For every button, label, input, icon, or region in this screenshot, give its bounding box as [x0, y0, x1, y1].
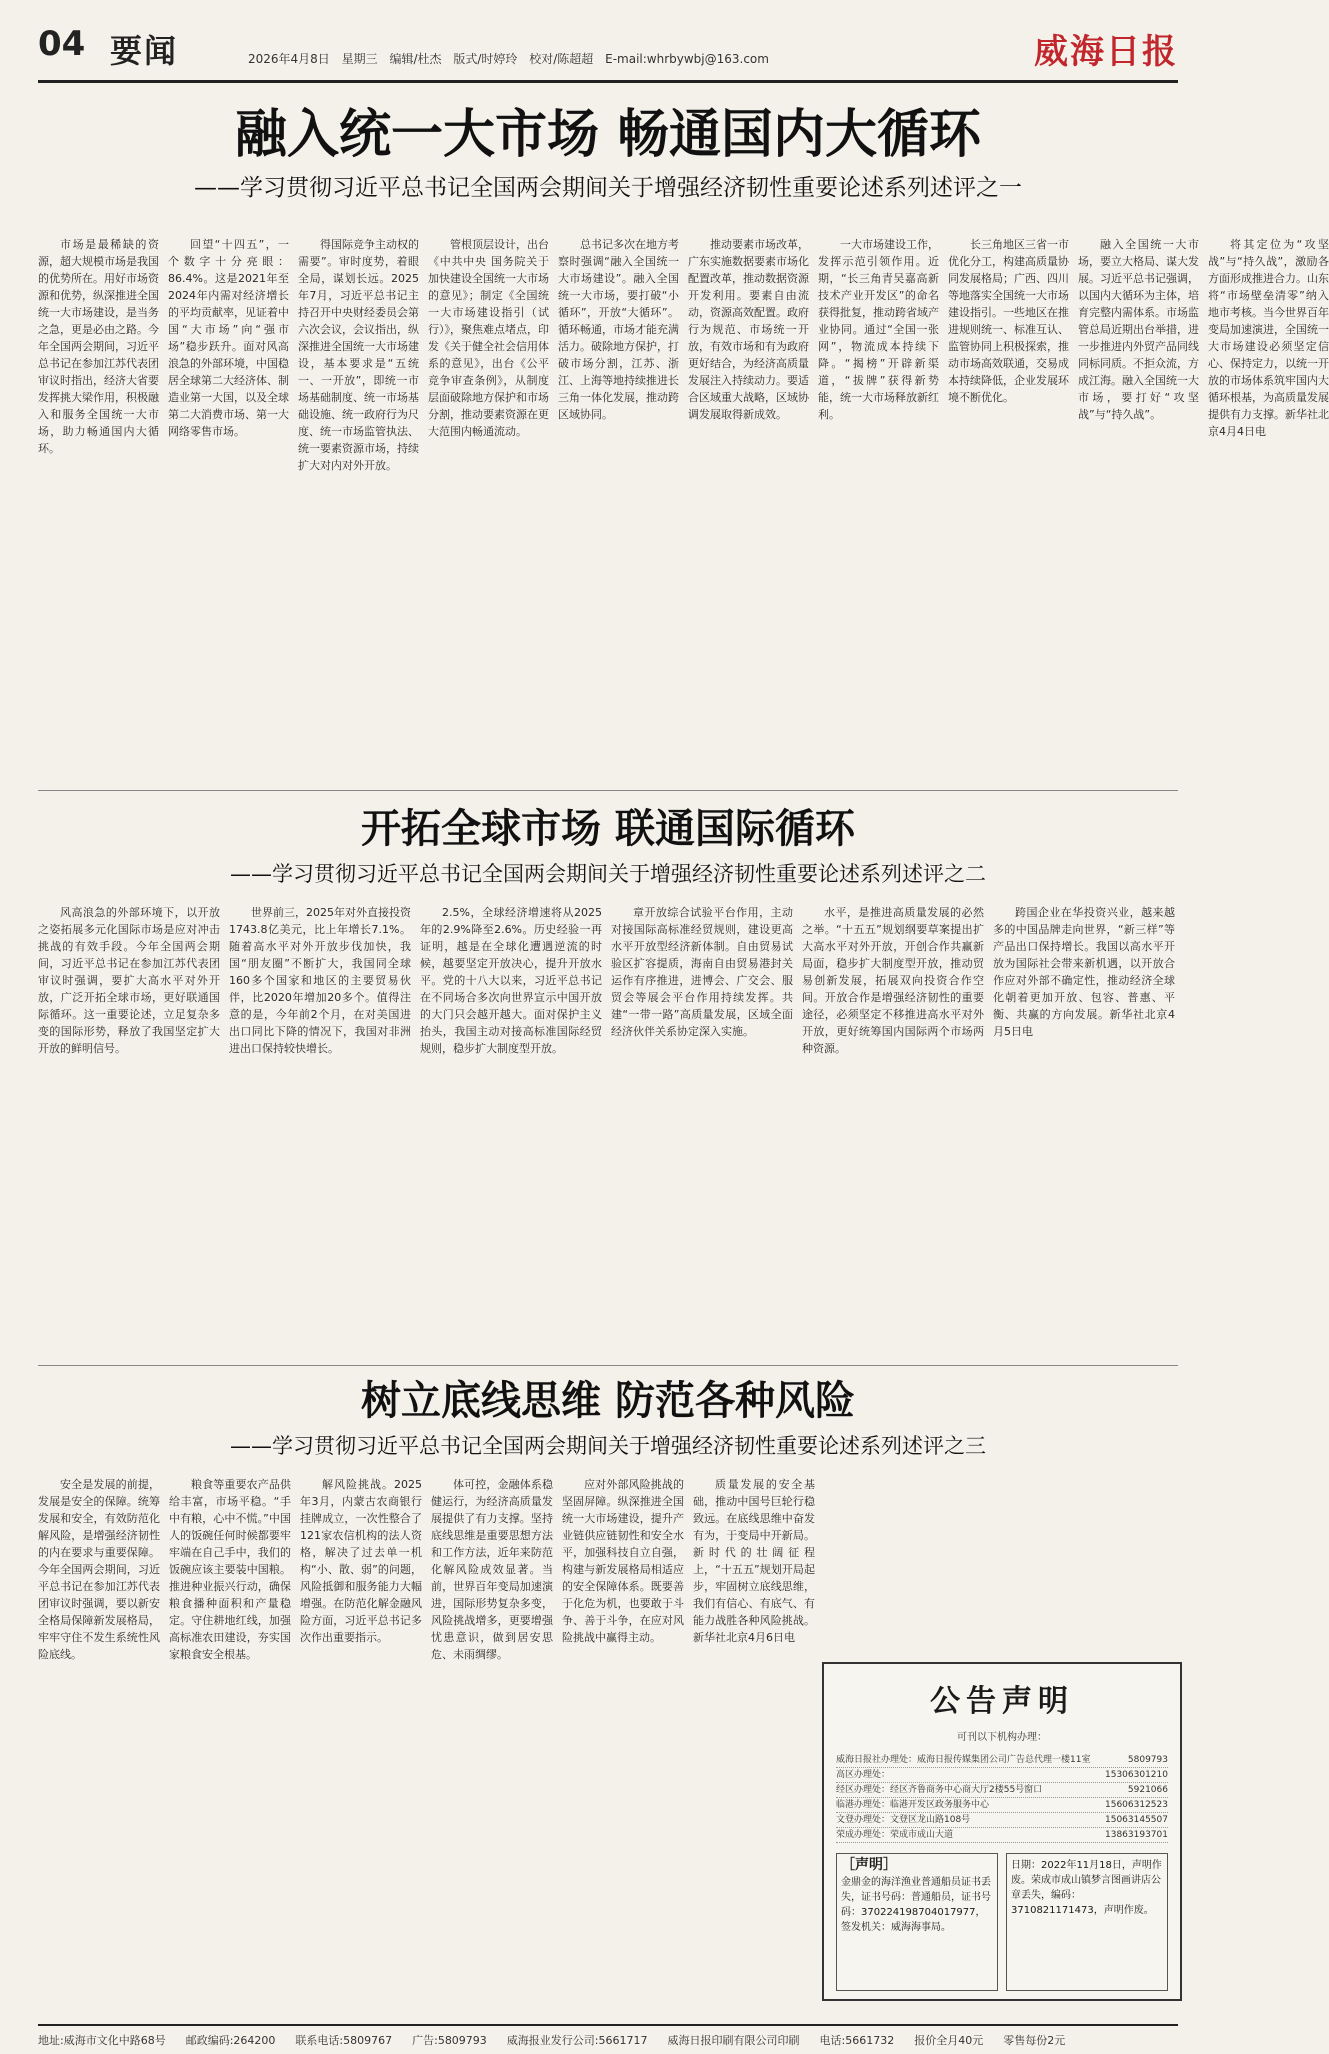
article-2-subhead: ——学习贯彻习近平总书记全国两会期间关于增强经济韧性重要论述系列述评之二	[230, 862, 986, 886]
article-column	[802, 904, 984, 1354]
contact-phone: 13863193701	[1105, 1830, 1168, 1840]
contact-name: 文登办理处：文登区龙山路108号	[836, 1815, 971, 1825]
article-column	[1078, 236, 1199, 756]
contact-row	[836, 1753, 1168, 1768]
notice-title: 公告声明	[930, 1684, 1074, 1719]
contact-row	[836, 1828, 1168, 1843]
article-column	[818, 236, 939, 756]
contact-row	[836, 1783, 1168, 1798]
issue-weekday: 星期三	[341, 52, 378, 66]
proofreader: 校对/陈超超	[529, 52, 594, 66]
contact-phone: 15606312523	[1105, 1800, 1168, 1810]
article-paragraph: 管根顶层设计，出台《中共中央 国务院关于加快建设全国统一大市场的意见》；制定《全国统一大市场建设指引（试行）》，聚焦难点堵点，印发《关于健全社会信用体系的意见》，出台《公平竞争审查条例》，从制度层面破除地方保护和市场分割，推动要素资源在更大范围内畅通流动。	[428, 238, 549, 438]
article-column	[428, 236, 549, 756]
contact-row	[836, 1798, 1168, 1813]
article-paragraph: 2.5%，全球经济增速将从2025年的2.9%降至2.6%。历史经验一再证明，越是在全球化遭遇逆流的时候，越要坚定开放决心，提升开放水平。党的十八大以来，习近平总书记在不同场合多次向世界宣示中国开放的大门只会越开越大。面对保护主义抬头，我国主动对接高标准国际经贸规则，稳步扩大制度型开放。	[420, 906, 602, 1055]
article-paragraph: 质量发展的安全基础，推动中国号巨轮行稳致远。在底线思维中奋发有为，于变局中开新局。新时代的壮阔征程上，“十五五”规划开局起步，牢固树立底线思维，我们有信心、有底气、有能力战胜各种风险挑战。新华社北京4月6日电	[693, 1478, 815, 1644]
footer-address: 地址:威海市文化中路68号	[38, 2034, 166, 2047]
notice-card	[1006, 1853, 1168, 1991]
page-number: 04	[38, 24, 86, 64]
contact-name: 荣成办理处：荣成市成山大道	[836, 1830, 954, 1840]
issue-date: 2026年4月8日	[248, 52, 330, 66]
article-column	[38, 1476, 160, 1996]
notice-card-title: ［声明］	[841, 1857, 897, 1873]
article-1-subhead: ——学习贯彻习近平总书记全国两会期间关于增强经济韧性重要论述系列述评之一	[194, 175, 1022, 201]
article-column	[298, 236, 419, 756]
article-column	[611, 904, 793, 1354]
notice-card-text: 金鼎金的海洋渔业普通船员证书丢失，证书号码：普通船员，证书号码：370224198704017977，签发机关：威海海事局。	[841, 1877, 991, 1933]
article-paragraph: 世界前三，2025年对外直接投资1743.8亿美元，比上年增长7.1%。随着高水平对外开放步伐加快，我国“朋友圈”不断扩大，我国同全球160多个国家和地区的主要贸易伙伴，比2020年增加20多个。值得注意的是，今年前2个月，在对美国进出口同比下降的情况下，我国对非洲进出口保持较快增长。	[229, 906, 411, 1055]
article-paragraph: 安全是发展的前提，发展是安全的保障。统筹发展和安全，有效防范化解风险，是增强经济韧性的内在要求与重要保障。今年全国两会期间，习近平总书记在参加江苏代表团审议时强调，要以新安全格局保障新发展格局，牢牢守住不发生系统性风险底线。	[38, 1478, 160, 1661]
article-paragraph: 将其定位为“攻坚战”与“持久战”，激励各方面形成推进合力。山东将“市场壁垒清零”纳入地市考核。当今世界百年变局加速演进，全国统一大市场建设必须坚定信心、保持定力，以统一开放的市场体系筑牢国内大循环根基，为高质量发展提供有力支撑。新华社北京4月4日电	[1208, 238, 1329, 438]
article-paragraph: 总书记多次在地方考察时强调“融入全国统一大市场建设”。融入全国统一大市场，要打破“小循环”，开放“大循环”。循环畅通，市场才能充满活力。破除地方保护，打破市场分割，江苏、浙江、上海等地持续推进长三角一体化发展，推动跨区域协同。	[558, 238, 679, 421]
section-title: 要闻	[110, 32, 179, 70]
article-3-subhead: ——学习贯彻习近平总书记全国两会期间关于增强经济韧性重要论述系列述评之三	[230, 1434, 986, 1458]
footer-retail: 零售每份2元	[1003, 2034, 1066, 2047]
article-column	[688, 236, 809, 756]
contact-row	[836, 1768, 1168, 1783]
article-column	[993, 904, 1175, 1354]
divider	[38, 1365, 1178, 1366]
newspaper-logo: 威海日报	[1034, 32, 1178, 72]
contact-phone: 5921066	[1127, 1785, 1168, 1795]
notice-subtitle: 可刊以下机构办理：	[957, 1732, 1047, 1743]
footer-postcode: 邮政编码:264200	[185, 2034, 276, 2047]
article-column	[38, 236, 159, 756]
article-1-columns	[38, 236, 1329, 756]
article-paragraph: 解风险挑战。2025年3月，内蒙古农商银行挂牌成立，一次性整合了121家农信机构的法人资格，解决了过去单一机构“小、散、弱”的问题，风险抵御和服务能力大幅增强。在防范化解金融风险方面，习近平总书记多次作出重要指示。	[300, 1478, 422, 1644]
article-column	[558, 236, 679, 756]
footer-price: 报价全月40元	[914, 2034, 984, 2047]
notice-card-text: 日期：2022年11月18日，声明作废。荣成市成山镇梦言图画讲店公章丢失，编码：3710821171473，声明作废。	[1011, 1860, 1162, 1916]
article-paragraph: 章开放综合试验平台作用，主动对接国际高标准经贸规则，建设更高水平开放型经济新体制。自由贸易试验区扩容提质，海南自由贸易港封关运作有序推进，进博会、广交会、服贸会等展会平台作用持续发挥。共建“一带一路”高质量发展，区域全面经济伙伴关系协定深入实施。	[611, 906, 793, 1038]
notice-box	[822, 1662, 1182, 2001]
top-rule	[38, 80, 1178, 83]
article-paragraph: 得国际竞争主动权的需要”。审时度势，着眼全局，谋划长远。2025年7月，习近平总书记主持召开中央财经委员会第六次会议，会议指出，纵深推进全国统一大市场建设，基本要求是“五统一、一开放”，即统一市场基础制度、统一市场基础设施、统一政府行为尺度、统一市场监管执法、统一要素资源市场，持续扩大对内对外开放。	[298, 238, 419, 472]
article-paragraph: 体可控，金融体系稳健运行，为经济高质量发展提供了有力支撑。坚持底线思维是重要思想方法和工作方法，近年来防范化解风险成效显著。当前，世界百年变局加速演进，国际形势复杂多变，风险挑战增多，更要增强忧患意识，做到居安思危、未雨绸缪。	[431, 1478, 553, 1661]
article-2-columns	[38, 904, 1175, 1354]
footer-print-phone: 电话:5661732	[819, 2034, 895, 2047]
article-column	[1208, 236, 1329, 756]
article-3-headline: 树立底线思维 防范各种风险	[361, 1377, 855, 1424]
footer-distribution: 威海报业发行公司:5661717	[506, 2034, 648, 2047]
article-paragraph: 风高浪急的外部环境下，以开放之姿拓展多元化国际市场是应对冲击挑战的有效手段。今年全国两会期间，习近平总书记在参加江苏代表团审议时强调，要扩大高水平对外开放，广泛开拓全球市场，更好联通国际循环。这一重要论述，立足复杂多变的国际形势，释放了我国坚定扩大开放的鲜明信号。	[38, 906, 220, 1055]
article-column	[169, 1476, 291, 1996]
article-paragraph: 推动要素市场改革，广东实施数据要素市场化配置改革，推动数据资源开发利用。要素自由流动，资源高效配置。政府行为规范、市场统一开放，有效市场和有为政府更好结合，为经济高质量发展注入持续动力。要适合区域重大战略，区域协调发展取得新成效。	[688, 238, 809, 421]
article-column	[948, 236, 1069, 756]
contact-name: 高区办理处：	[836, 1770, 891, 1780]
meta-line	[248, 50, 769, 67]
article-paragraph: 回望“十四五”，一个数字十分亮眼：86.4%。这是2021年至2024年内需对经济增长的平均贡献率，见证着中国“大市场”向“强市场”稳步跃升。面对风高浪急的外部环境，中国稳居全球第二大经济体、制造业第一大国，以及全球第二大消费市场、第一大网络零售市场。	[168, 238, 289, 438]
contact-row	[836, 1813, 1168, 1828]
masthead	[38, 20, 1178, 76]
article-1-headline: 融入统一大市场 畅通国内大循环	[234, 104, 982, 165]
divider	[38, 790, 1178, 791]
article-column	[300, 1476, 422, 1996]
article-column	[431, 1476, 553, 1996]
footer	[38, 2024, 1178, 2048]
article-2	[38, 800, 1178, 1360]
article-paragraph: 跨国企业在华投资兴业，越来越多的中国品牌走向世界，“新三样”等产品出口保持增长。我国以高水平开放为国际社会带来新机遇，以开放合作应对外部不确定性，推动经济全球化朝着更加开放、包容、普惠、平衡、共赢的方向发展。新华社北京4月5日电	[993, 906, 1175, 1038]
designer: 版式/时婷玲	[453, 52, 518, 66]
article-column	[562, 1476, 684, 1996]
contact-phone: 5809793	[1127, 1755, 1168, 1765]
footer-ad: 广告:5809793	[412, 2034, 487, 2047]
article-column	[229, 904, 411, 1354]
article-column	[168, 236, 289, 756]
article-paragraph: 水平，是推进高质量发展的必然之举。“十五五”规划纲要草案提出扩大高水平对外开放，开创合作共赢新局面，稳步扩大制度型开放，推动贸易创新发展，拓展双向投资合作空间。开放合作是增强经济韧性的重要途径，必须坚定不移推进高水平对外开放，更好统筹国内国际两个市场两种资源。	[802, 906, 984, 1055]
article-paragraph: 长三角地区三省一市优化分工，构建高质量协同发展格局；广西、四川等地落实全国统一大市场建设指引。一些地区在推进规则统一、标准互认、监管协同上积极探索，推动市场高效联通，交易成本持续降低，企业发展环境不断优化。	[948, 238, 1069, 404]
editor: 编辑/杜杰	[389, 52, 442, 66]
notice-card	[836, 1853, 998, 1991]
contact-phone: 15063145507	[1105, 1815, 1168, 1825]
article-3-columns	[38, 1476, 815, 1996]
article-paragraph: 一大市场建设工作，发挥示范引领作用。近期，“长三角青吴嘉高新技术产业开发区”的命名获得批复，推动跨省域产业协同。通过“全国一张网”，物流成本持续下降。“揭榜”开辟新渠道，“拔牌”获得新势能，统一大市场释放新红利。	[818, 238, 939, 421]
contact-name: 经区办理处：经区齐鲁商务中心商大厅2楼55号窗口	[836, 1785, 1043, 1795]
article-paragraph: 融入全国统一大市场，要立大格局、谋大发展。习近平总书记强调，以国内大循环为主体，培育完整内需体系。市场监管总局近期出台举措，进一步推进内外贸产品同线同标同质。不拒众流，方成江海。融入全国统一大市场，要打好“攻坚战”与“持久战”。	[1078, 238, 1199, 421]
notice-cards	[836, 1853, 1168, 1991]
article-2-headline: 开拓全球市场 联通国际循环	[361, 805, 855, 852]
footer-printer: 威海日报印刷有限公司印刷	[667, 2034, 800, 2047]
contact-name: 临港办理处：临港开发区政务服务中心	[836, 1800, 990, 1810]
email: E-mail:whrbywbj@163.com	[605, 52, 769, 66]
footer-phone: 联系电话:5809767	[295, 2034, 393, 2047]
article-paragraph: 市场是最稀缺的资源，超大规模市场是我国的优势所在。用好市场资源和优势，纵深推进全国统一大市场建设，是当务之急，更是必由之路。今年全国两会期间，习近平总书记在参加江苏代表团审议时指出，经济大省要发挥挑大梁作用，积极融入和服务全国统一大市场，助力畅通国内大循环。	[38, 238, 159, 455]
article-1	[38, 100, 1329, 760]
article-column	[693, 1476, 815, 1996]
article-column	[420, 904, 602, 1354]
article-column	[38, 904, 220, 1354]
article-paragraph: 应对外部风险挑战的坚固屏障。纵深推进全国统一大市场建设，提升产业链供应链韧性和安全水平，加强科技自立自强，构建与新发展格局相适应的安全保障体系。既要善于化危为机，也要敢于斗争、善于斗争，在应对风险挑战中赢得主动。	[562, 1478, 684, 1644]
article-paragraph: 粮食等重要农产品供给丰富，市场平稳。“手中有粮，心中不慌。”中国人的饭碗任何时候都要牢牢端在自己手中，我们的饭碗应该主要装中国粮。推进种业振兴行动，确保粮食播种面积和产量稳定。守住耕地红线，加强高标准农田建设，夯实国家粮食安全根基。	[169, 1478, 291, 1661]
notice-contacts	[836, 1753, 1168, 1843]
contact-name: 威海日报社办理处：威海日报传媒集团公司广告总代理一楼11室	[836, 1755, 1091, 1765]
contact-phone: 15306301210	[1105, 1770, 1168, 1780]
